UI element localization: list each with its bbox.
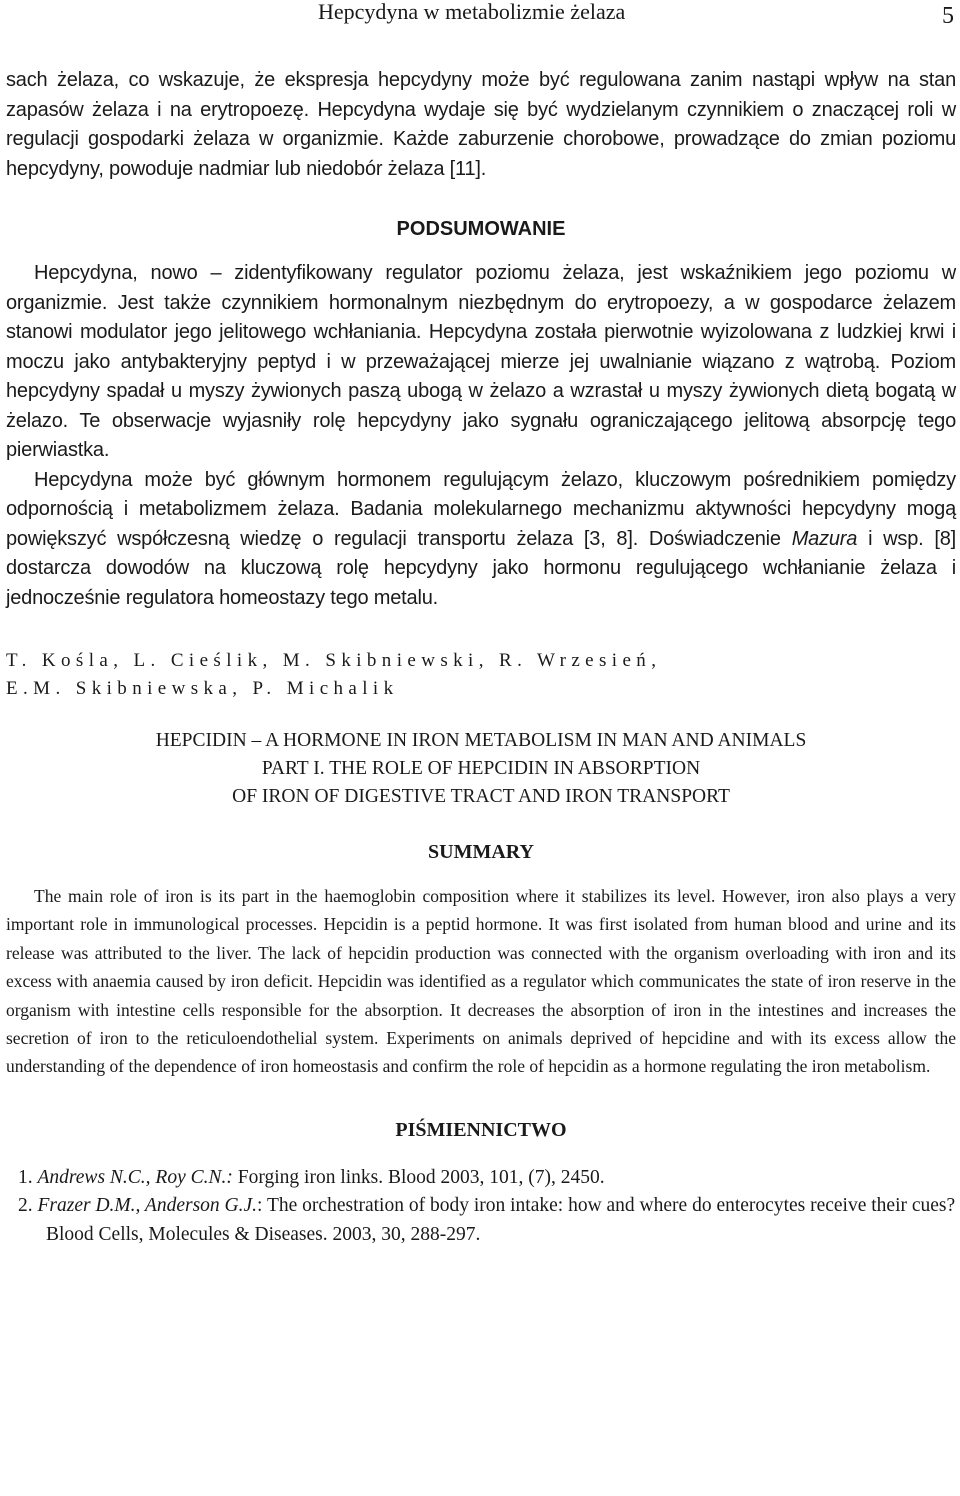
summary-pl-italic-author: Mazura xyxy=(791,527,858,550)
summary-pl-paragraph-2-part-2: i wsp. [8] dostarcza dowodów na kluczową rolę hepcydyny jako hormonu regulującego wchłanianie żelaza i jednocześnie regulatora homeostazy tego metalu. xyxy=(6,527,956,609)
reference-authors: Frazer D.M., Anderson G.J. xyxy=(37,1195,258,1217)
summary-pl-paragraph-1: Hepcydyna, nowo – zidentyfikowany regulator poziomu żelaza, jest wskaźnikiem jego poziomu w organizmie. Jest także czynnikiem hormonalnym niezbędnym do erytropoezy, a w gospodarce żelazem stanowi modulator jego jelitowego wchłaniania. Hepcydyna została pierwotnie wyizolowana z ludzkiej krwi i moczu jako antybakteryjny peptyd i w przeważającej mierze jej uwalnianie wiązano z wątrobą. Poziom hepcydyny spadał u myszy żywionych paszą ubogą w żelazo a wzrastał u myszy żywionych dietą bogatą w żelazo. Te obserwacje wyjasniły rolę hepcydyny jako sygnału ograniczającego jelitową absorpcję tego pierwiastka. xyxy=(6,262,956,461)
reference-number: 2. xyxy=(18,1195,33,1217)
references-heading: PIŚMIENNICTWO xyxy=(395,1118,567,1141)
summary-pl-paragraph-2-part-1: Hepcydyna może być głównym hormonem regulującym żelazo, kluczowym pośrednikiem pomiędzy odpornością i metabolizmem żelaza. Badania molekularnego mechanizmu aktywności hepcydyny mogą powiększyć współczesną wiedzę o regulacji transportu żelaza [3, 8]. Doświadczenie xyxy=(6,468,956,550)
references-list xyxy=(6,1164,956,1250)
english-title-line-3: OF IRON OF DIGESTIVE TRACT AND IRON TRANSPORT xyxy=(232,786,730,807)
summary-en-paragraph: The main role of iron is its part in the haemoglobin composition where it stabilizes its level. However, iron also plays a very important role in immunological processes. Hepcidin is a peptid hormone. It was first isolated from human blood and urine and its release was attributed to the liver. The lack of hepcidin production was connected with the organism overloading with iron and its excess with anaemia caused by iron deficit. Hepcidin was identified as a regulator which communicates the state of iron reserve in the organism with intestine cells responsible for the absorption. It decreases the absorption of iron in the intestines and increases the secretion of iron to the reticuloendothelial system. Experiments on animals deprived of hepcidine and with its excess allow the understanding of the dependence of iron homeostasis and confirm the role of hepcidin as a hormone regulating the iron metabolism. xyxy=(6,886,956,1077)
summary-pl-heading: PODSUMOWANIE xyxy=(396,218,566,240)
english-title-line-2: PART I. THE ROLE OF HEPCIDIN IN ABSORPTION xyxy=(261,758,701,779)
reference-text: Forging iron links. Blood 2003, 101, (7), 2450. xyxy=(232,1166,605,1188)
authors-line-2: E.M. Skibniewska, P. Michalik xyxy=(6,678,399,699)
reference-text: : The orchestration of body iron intake: how and where do enterocytes receive their cues? Blood Cells, Molecules & Diseases. 2003, 30, 288-297. xyxy=(46,1195,956,1245)
reference-item xyxy=(6,1164,956,1193)
reference-item xyxy=(6,1192,956,1249)
page-content xyxy=(6,66,956,1249)
running-title: Hepcydyna w metabolizmie żelaza xyxy=(318,0,626,24)
intro-paragraph: sach żelaza, co wskazuje, że ekspresja hepcydyny może być regulowana zanim nastąpi wpływ na stan zapasów żelaza i na erytropoezę. Hepcydyna wydaje się być wydzielanym czynnikiem o znaczącej roli w regulacji gospodarki żelaza w organizmie. Każde zaburzenie chorobowe, prowadzące do zmian poziomu hepcydyny, powoduje nadmiar lub niedobór żelaza [11]. xyxy=(6,69,956,180)
page-number: 5 xyxy=(942,3,954,29)
authors-line-1: T. Kośla, L. Cieślik, M. Skibniewski, R. Wrzesień, xyxy=(6,650,662,671)
summary-pl-paragraph-2 xyxy=(6,466,956,614)
english-title-line-1: HEPCIDIN – A HORMONE IN IRON METABOLISM IN MAN AND ANIMALS xyxy=(155,730,807,751)
summary-en-heading: SUMMARY xyxy=(428,841,534,863)
reference-number: 1. xyxy=(18,1166,33,1188)
page-header xyxy=(0,0,960,36)
reference-authors: Andrews N.C., Roy C.N.: xyxy=(37,1166,233,1188)
